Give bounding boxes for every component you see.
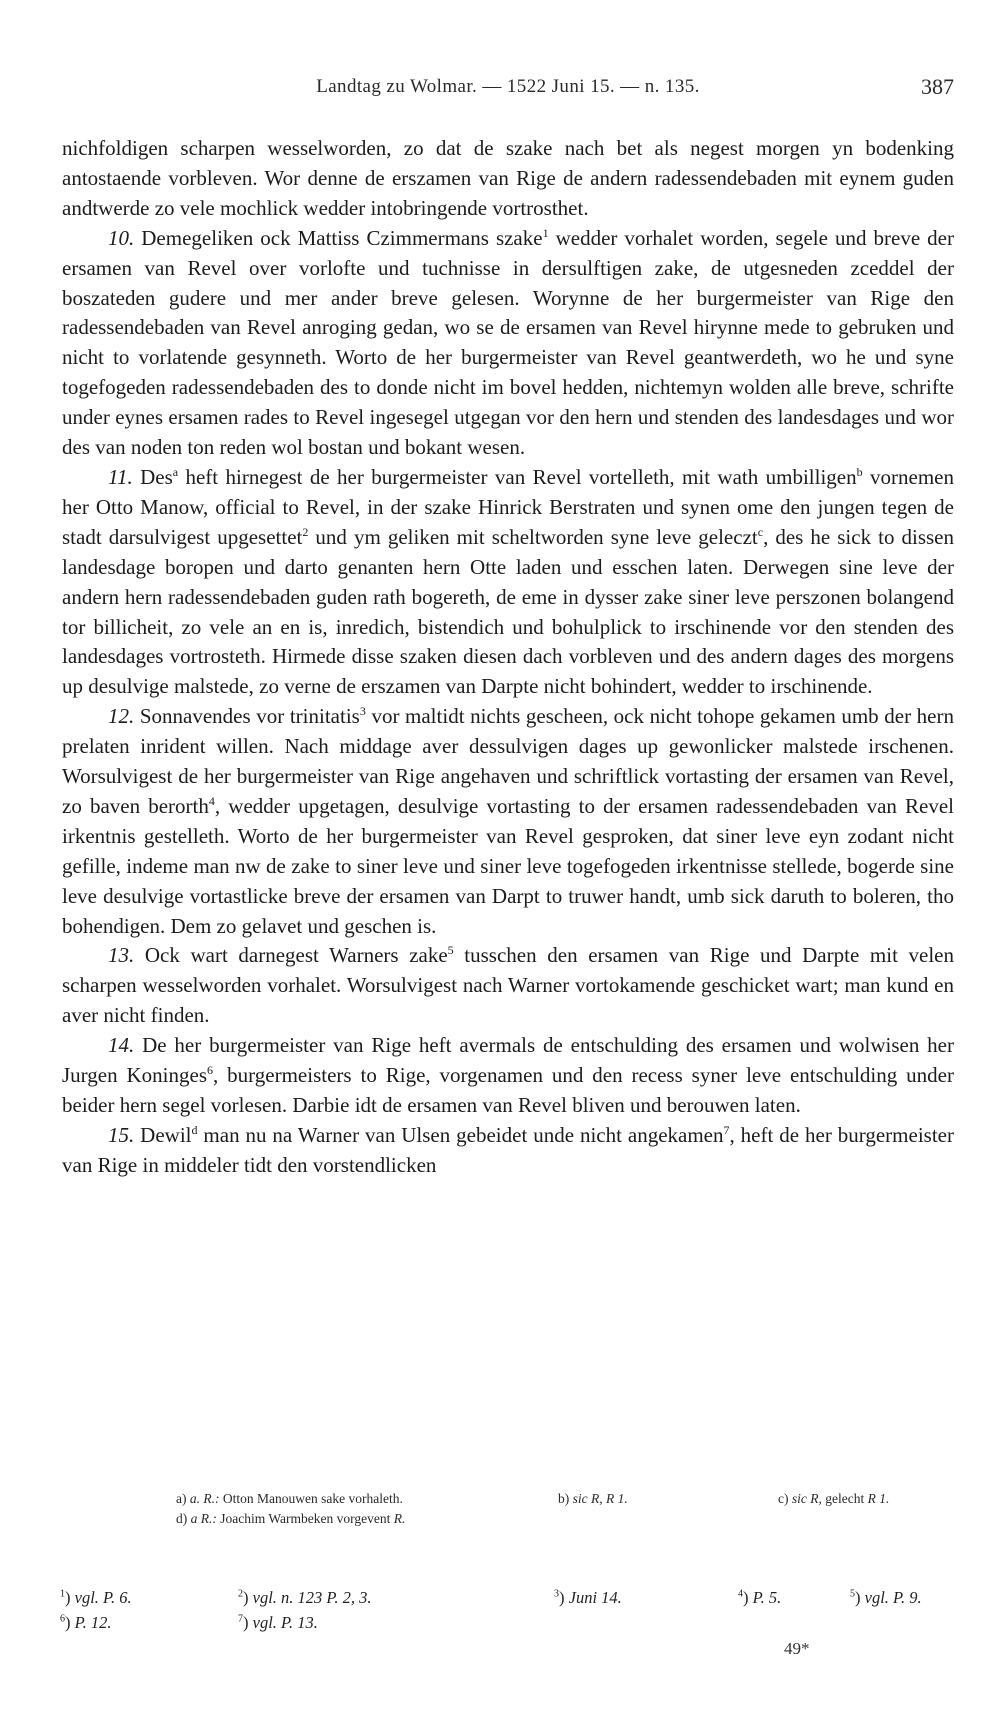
footnote-3: $^3$) Juni 14. — [554, 1588, 622, 1607]
footnote-ref: c — [757, 524, 764, 539]
paragraph-13: 13. Ock wart darnegest Warners zake$^5$ tusschen den ersamen van Rige und Darpte mit velen scharpen wesselworden vorhalet. Worsulvigest nach Warner vortokamende geschicket wart; man kund en aver nicht finden. — [62, 943, 954, 1028]
paragraph-12: 12. Sonnavendes vor trinitatis$^3$ vor maltidt nichts gescheen, ock nicht tohope gekamen umb der hern prelaten inrident willen. Nach middage aver dessulvigen dages up gewonlicker malstede irschenen. Worsulvigest de her burgermeister van Rige angehaven und schriftlick vortasting der ersamen van Revel, zo baven berorth$^4$, wedder upgetagen, desulvige vortasting to der ersamen radessendebaden van Revel irkentnis gestelleth. Worto de her burgermeister van Revel gesproken, dat siner leve eyn zodant nicht gefille, indeme man nw de zake to siner leve und siner leve togefogeden irkentnisse stellede, bogerde sine leve desulvige vortastlicke breve der ersamen van Darpt to truwer handt, umb sick daruth to boleren, tho bohendigen. Dem zo gelavet und geschen is. — [62, 704, 955, 938]
paragraph-14: 14. De her burgermeister van Rige heft avermals de entschulding des ersamen und wolwisen her Jurgen Koninges$^6$, burgermeisters to Rige, vorgenamen und den recess syner leve entschulding under beider hern segel vorlesen. Darbie idt de ersamen van Revel bliven und berouwen laten. — [62, 1033, 954, 1117]
body-text — [62, 134, 954, 1181]
paragraph-11: 11. Des$^a$ heft hirnegest de her burgermeister van Revel vortelleth, mit wath umbilligen$^b$ vornemen her Otto Manow, official to Revel, in der szake Hinrick Berstraten und synen ome den jungen tegen de stadt darsulvigest upgesettet$^2$ und ym geliken mit scheltworden syne leve geleczt$^c$, des he sick to dissen landesdage boropen und darto genanten hern Otte laden und esschen laten. Derwegen sine leve der andern hern radessendebaden guden rath bogereth, de eme in dysser zake siner leve perszonen bolangend tor billicheit, zo vele an en is, inredich, bistendich und bohulplick to irschinende vor den stenden des landesdages vortrosteth. Hirmede disse szaken diesen dach vorbleven und des andern dages des morgens up desulvige malstede, zo verne de erszamen van Darpte nicht bohindert, wedder to irschinende. — [62, 464, 954, 699]
paragraph-10: 10. Demegeliken ock Mattiss Czimmermans szake$^1$ wedder vorhalet worden, segele und breve der ersamen van Revel over vorlofte und tuchnisse in dersulftigen zake, de utgesneden zceddel der boszateden gudere und mer ander breve gelesen. Worynne de her burgermeister van Rige den radessendebaden van Revel anroging gedan, wo se de ersamen van Revel hirynne mede to gebruken und nicht to vorlatende gesynneth. Worto de her burgermeister van Revel geantwerdeth, wo he und syne togefogeden radessendebaden des to donde nicht im bovel hedden, nichtemyn wolden alle breve, schrifte under eynes ersamen rades to Revel ingesegel utgegan vor den hern und stenden des landesdages und wor des van noden ton reden wol bostan und bokant wesen. — [62, 225, 954, 460]
paragraph-number: 13. — [108, 943, 135, 968]
footnote-4: $^4$) P. 5. — [738, 1588, 782, 1607]
footnote-ref: 6 — [207, 1063, 214, 1078]
running-head: Landtag zu Wolmar. — 1522 Juni 15. — n. 135. — [316, 76, 700, 97]
paragraph-number: 11. — [108, 464, 133, 489]
footnote-ref: d — [191, 1122, 198, 1137]
footnote-ref: 1 — [542, 225, 549, 240]
paragraph-continuation: nichfoldigen scharpen wesselworden, zo dat de szake nach bet als negest morgen yn bodenking antostaende vorbleven. Wor denne de erszamen van Rige de andern radessendebaden mit eynem guden andtwerde zo vele mochlick wedder intobringende vortrosthet. — [62, 136, 954, 220]
footnote-b: b) sic R, R 1. — [558, 1491, 628, 1506]
footnote-1: $^1$) vgl. P. 6. — [60, 1588, 132, 1607]
page-header — [62, 76, 954, 106]
textual-footnotes — [176, 1489, 936, 1529]
numbered-footnotes — [60, 1585, 952, 1635]
signature-mark: 49* — [784, 1639, 810, 1658]
footnote-a: a) a. R.: Otton Manouwen sake vorhaleth. — [176, 1491, 403, 1506]
footnote-row — [176, 1489, 936, 1509]
footnote-ref: 4 — [208, 793, 215, 808]
footnote-6: $^6$) P. 12. — [60, 1613, 112, 1632]
footnote-5: $^5$) vgl. P. 9. — [850, 1588, 922, 1607]
paragraph-number: 10. — [108, 225, 135, 250]
footnote-row — [176, 1509, 936, 1529]
footnote-7: $^7$) vgl. P. 13. — [238, 1613, 318, 1632]
paragraph-number: 15. — [108, 1122, 135, 1147]
footnote-ref: b — [856, 464, 863, 479]
footnote-row — [60, 1610, 952, 1635]
footnote-ref: 7 — [723, 1122, 730, 1137]
footnote-2: $^2$) vgl. n. 123 P. 2, 3. — [238, 1588, 372, 1607]
footnote-c: c) sic R, gelecht R 1. — [778, 1491, 890, 1506]
footnote-d: d) a R.: Joachim Warmbeken vorgevent R. — [176, 1511, 406, 1526]
paragraph-number: 12. — [108, 704, 135, 729]
footnote-ref: 3 — [359, 704, 366, 719]
footnote-ref: 5 — [447, 943, 454, 958]
paragraph-15: 15. Dewil$^d$ man nu na Warner van Ulsen gebeidet unde nicht angekamen$^7$, heft de her burgermeister van Rige in middeler tidt den vorstendlicken — [62, 1122, 954, 1177]
footnote-ref: 2 — [302, 524, 309, 539]
footnote-ref: a — [172, 464, 179, 479]
page-number: 387 — [921, 74, 954, 99]
paragraph-number: 14. — [108, 1033, 135, 1058]
footnote-row — [60, 1585, 952, 1610]
